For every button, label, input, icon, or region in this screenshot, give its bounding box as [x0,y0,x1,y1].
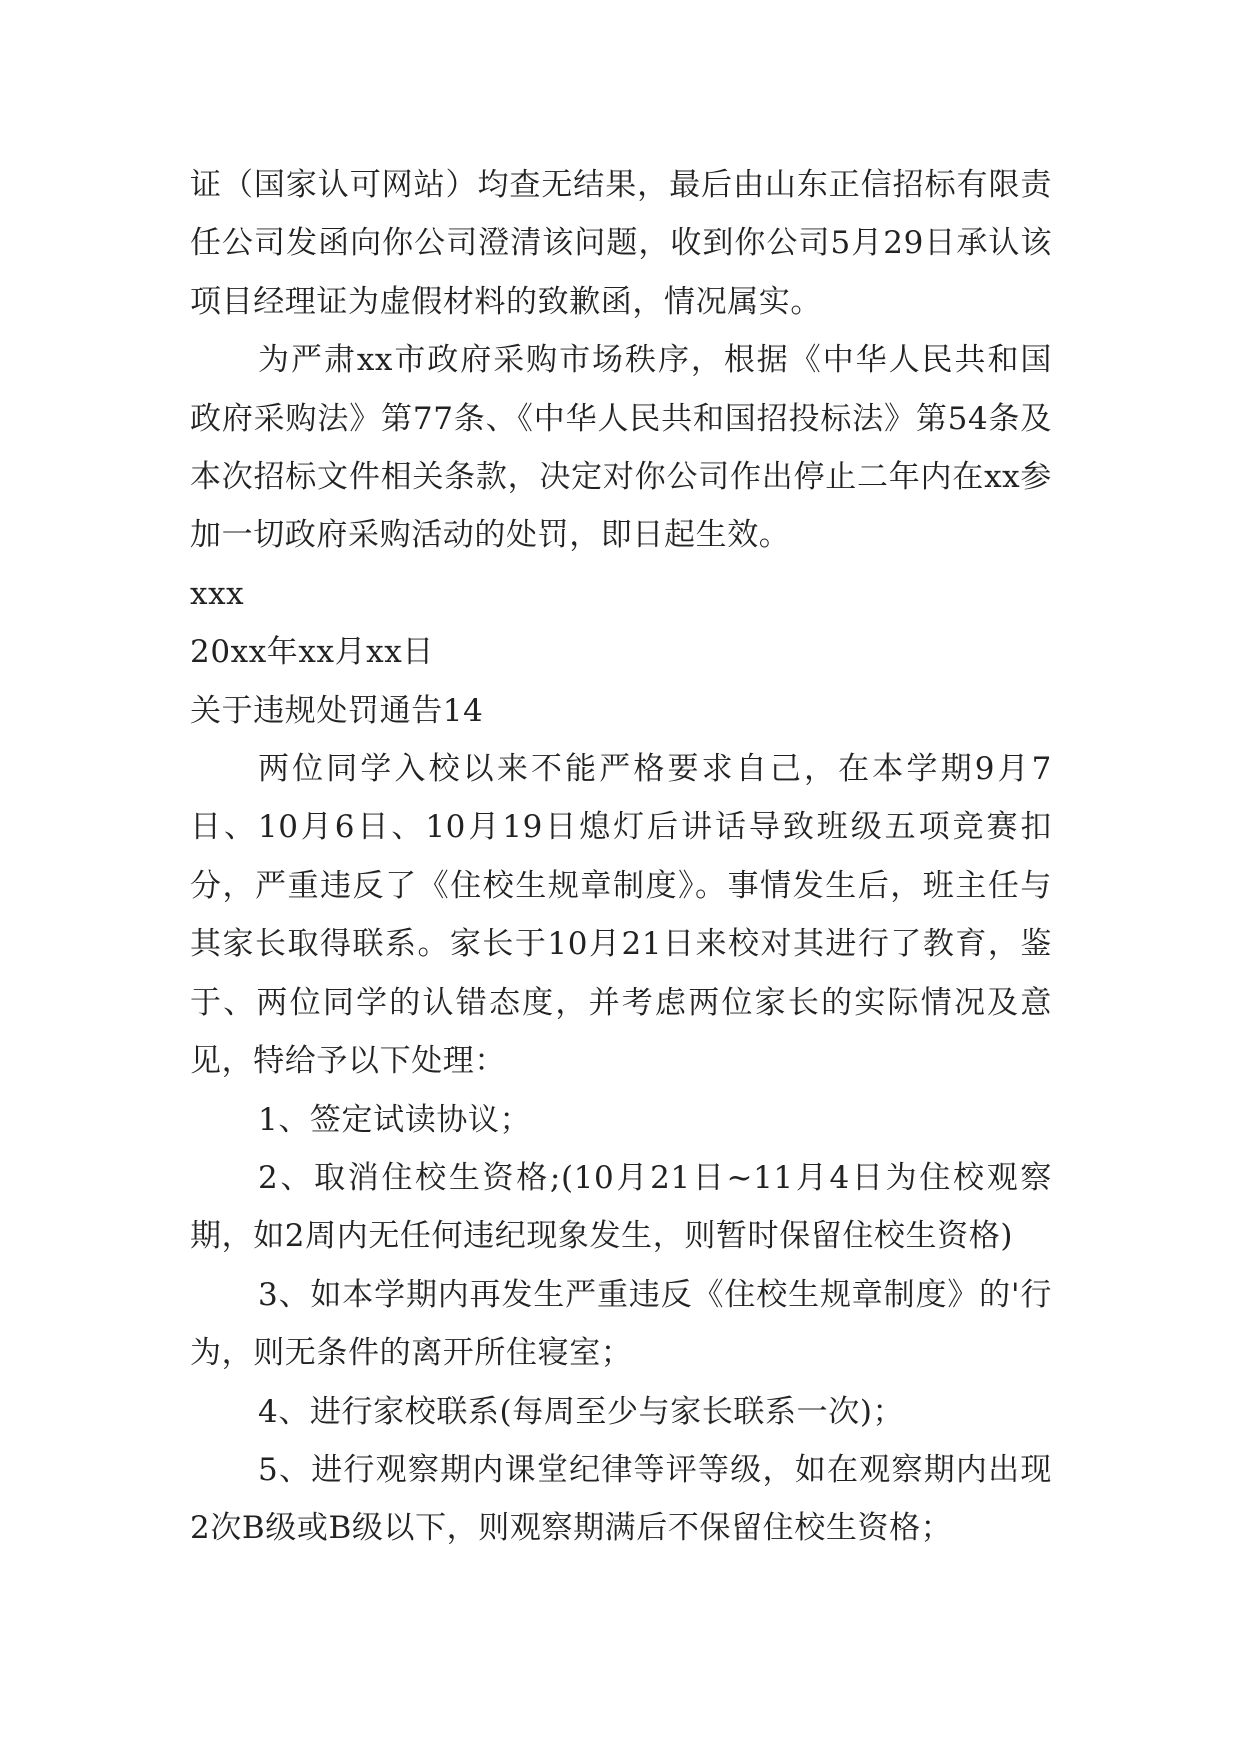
paragraph-penalty-decision: 为严肃xx市政府采购市场秩序，根据《中华人民共和国政府采购法》第77条、《中华人民共和国招投标法》第54条及本次招标文件相关条款，决定对你公司作出停止二年内在xx参加一切政府采购活动的处罚，即日起生效。 [190,342,1052,554]
list-item-5: 5、进行观察期内课堂纪律等评等级，如在观察期内出现2次B级或B级以下，则观察期满后不保留住校生资格； [190,1451,1052,1547]
section-title: 关于违规处罚通告14 [190,692,484,729]
document-body [190,156,1052,1558]
paragraph-student-violation: 两位同学入校以来不能严格要求自己，在本学期9月7日、10月6日、10月19日熄灯后讲话导致班级五项竞赛扣分，严重违反了《住校生规章制度》。事情发生后，班主任与其家长取得联系。家长于10月21日来校对其进行了教育，鉴于、两位同学的认错态度，并考虑两位家长的实际情况及意见，特给予以下处理： [190,751,1052,1080]
signature-name: xxx [190,575,245,612]
list-item-2: 2、取消住校生资格;(10月21日~11月4日为住校观察期，如2周内无任何违纪现象发生，则暂时保留住校生资格) [190,1159,1052,1255]
paragraph-bid-clarification: 证（国家认可网站）均查无结果，最后由山东正信招标有限责任公司发函向你公司澄清该问题，收到你公司5月29日承认该项目经理证为虚假材料的致歉函，情况属实。 [190,167,1052,320]
list-item-4: 4、进行家校联系(每周至少与家长联系一次)； [258,1393,905,1430]
list-item-1: 1、签定试读协议； [258,1101,532,1138]
list-item-3: 3、如本学期内再发生严重违反《住校生规章制度》的'行为，则无条件的离开所住寝室； [190,1276,1052,1372]
signature-date: 20xx年xx月xx日 [190,634,434,671]
